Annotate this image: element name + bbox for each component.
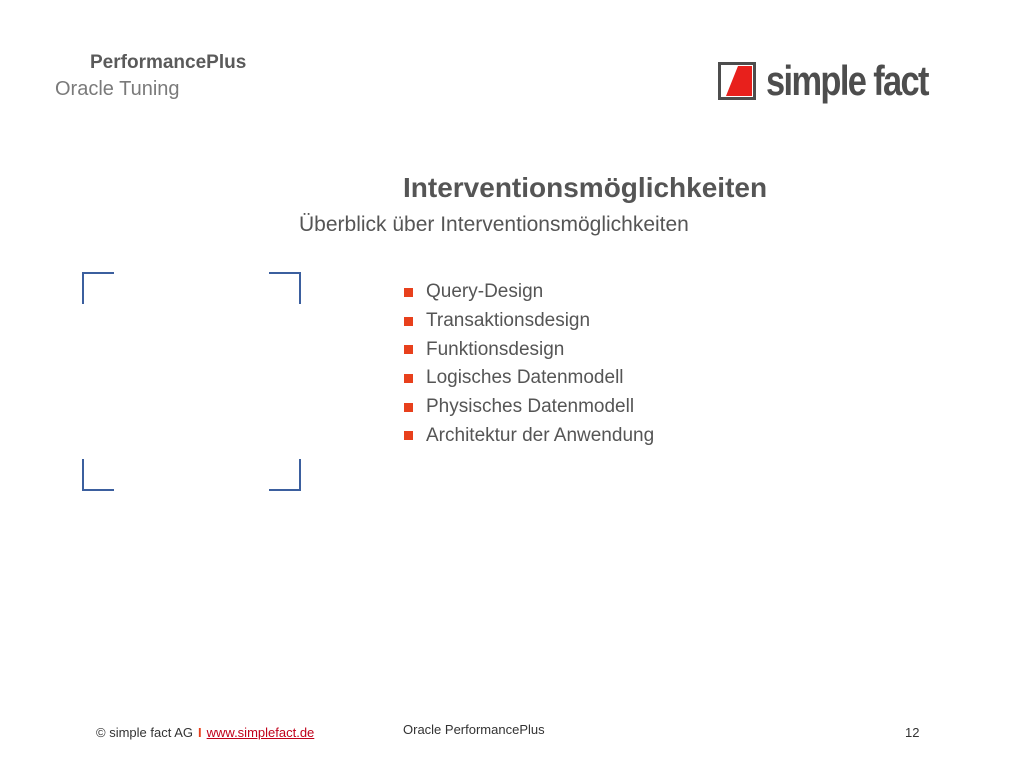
bullet-square-icon [404, 431, 413, 440]
slide-heading: Interventionsmöglichkeiten [403, 172, 768, 203]
footer-copyright [96, 725, 314, 740]
bullet-square-icon [404, 317, 413, 326]
bullet-square-icon [404, 374, 413, 383]
frame-corner-bottom-right [269, 459, 301, 491]
website-link[interactable]: www.simplefact.de [206, 725, 315, 740]
bullet-item [404, 335, 654, 364]
footer-separator: I [198, 725, 202, 740]
frame-corner-top-right [269, 272, 301, 304]
logo-text: simple fact [766, 57, 928, 104]
brand-subtitle: Oracle Tuning [55, 78, 180, 100]
bullet-item [404, 307, 654, 336]
bullet-text: Physisches Datenmodell [426, 396, 635, 418]
frame-corner-bottom-left [82, 459, 114, 491]
copyright-text: © simple fact AG [96, 725, 193, 740]
logo-mark-icon [718, 62, 756, 100]
bullet-text: Logisches Datenmodell [426, 367, 624, 389]
bullet-square-icon [404, 288, 413, 297]
page-number: 12 [905, 725, 920, 740]
bullet-text: Query-Design [426, 281, 544, 303]
bullet-text: Funktionsdesign [426, 338, 565, 360]
bullet-item [404, 393, 654, 422]
bullet-item [404, 364, 654, 393]
bullet-item [404, 421, 654, 450]
bullet-item [404, 278, 654, 307]
slide-subheading: Überblick über Interventionsmöglichkeiten [299, 213, 689, 236]
footer-center-text: Oracle PerformancePlus [403, 722, 545, 737]
brand-title: PerformancePlus [90, 52, 247, 73]
bullet-text: Architektur der Anwendung [426, 424, 655, 446]
simple-fact-logo [718, 57, 963, 105]
bullet-square-icon [404, 403, 413, 412]
frame-corner-top-left [82, 272, 114, 304]
bullet-square-icon [404, 345, 413, 354]
bullet-text: Transaktionsdesign [426, 310, 591, 332]
bullet-list [404, 278, 654, 450]
